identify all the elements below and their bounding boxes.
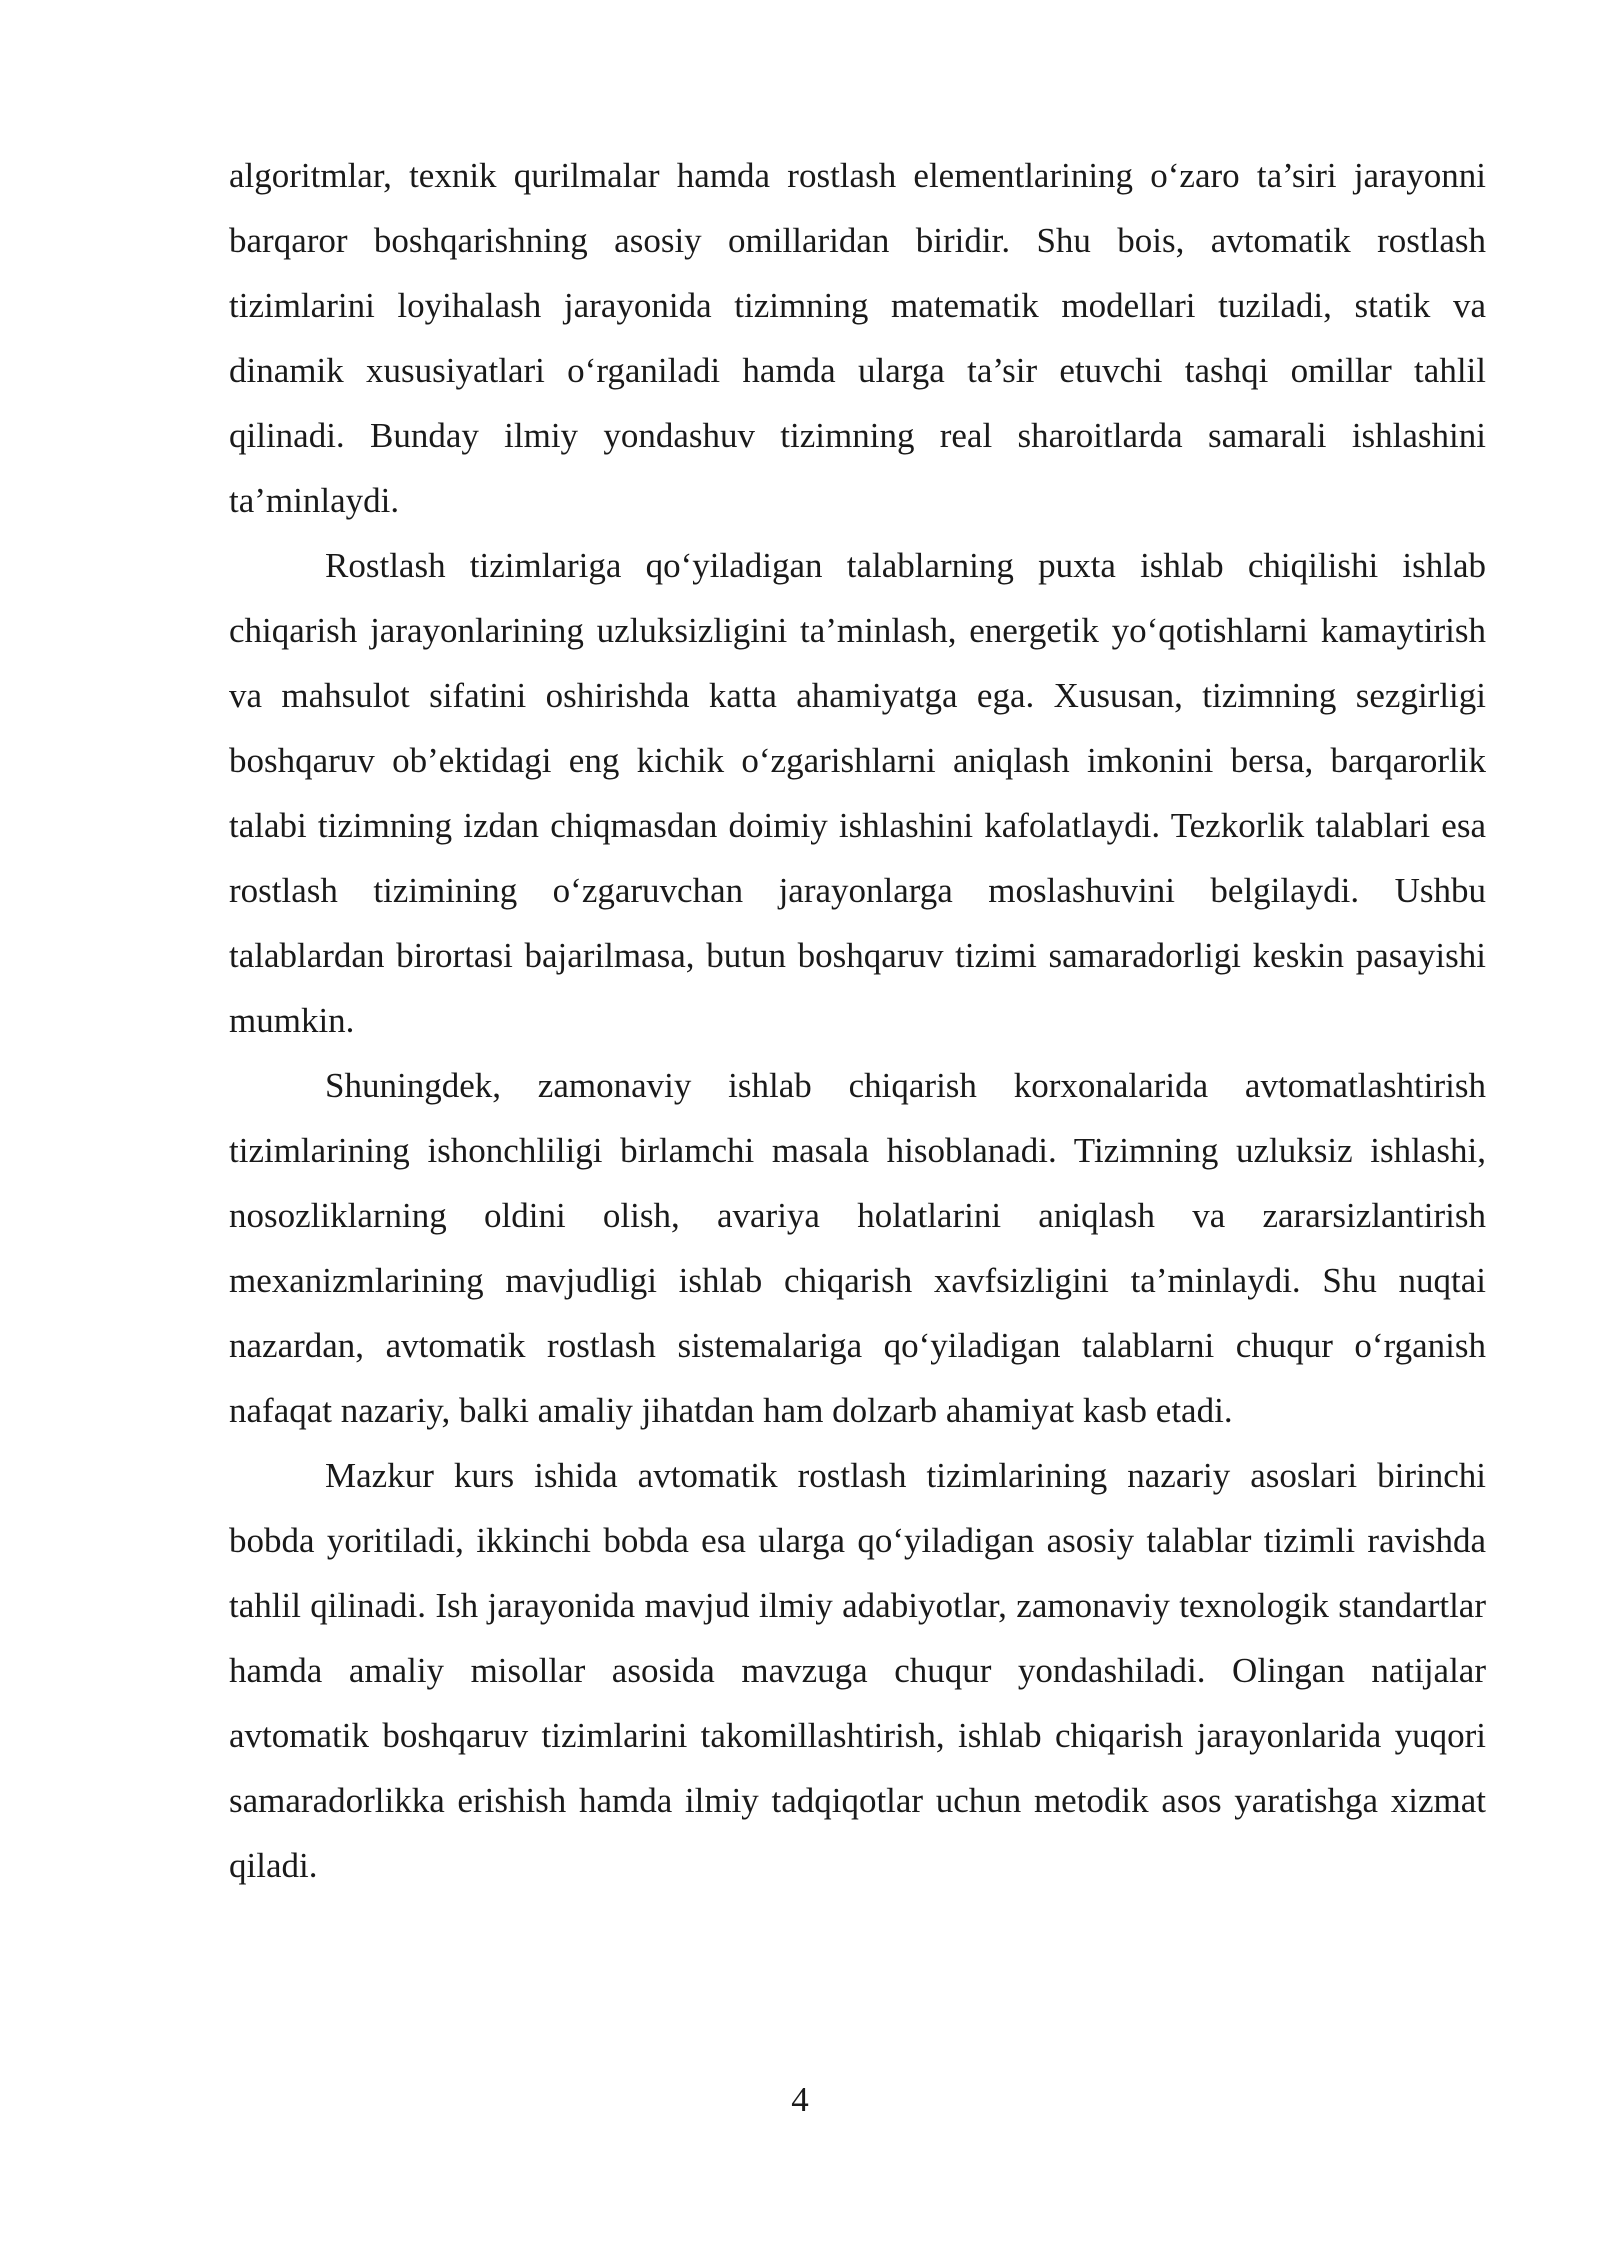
body-text (229, 143, 1486, 1898)
paragraph-1: algoritmlar, texnik qurilmalar hamda rostlash elementlarining o‘zaro ta’siri jarayonni barqaror boshqarishning asosiy omillaridan biridir. Shu bois, avtomatik rostlash tizimlarini loyihalash jarayonida tizimning matematik modellari tuziladi, statik va dinamik xususiyatlari o‘rganiladi hamda ularga ta’sir etuvchi tashqi omillar tahlil qilinadi. Bunday ilmiy yondashuv tizimning real sharoitlarda samarali ishlashini ta’minlaydi. (229, 156, 1486, 520)
paragraph-4: Mazkur kurs ishida avtomatik rostlash tizimlarining nazariy asoslari birinchi bobda yoritiladi, ikkinchi bobda esa ularga qo‘yiladigan asosiy talablar tizimli ravishda tahlil qilinadi. Ish jarayonida mavjud ilmiy adabiyotlar, zamonaviy texnologik standartlar hamda amaliy misollar asosida mavzuga chuqur yondashiladi. Olingan natijalar avtomatik boshqaruv tizimlarini takomillashtirish, ishlab chiqarish jarayonlarida yuqori samaradorlikka erishish hamda ilmiy tadqiqotlar uchun metodik asos yaratishga xizmat qiladi. (229, 1456, 1486, 1885)
paragraph-2: Rostlash tizimlariga qo‘yiladigan talablarning puxta ishlab chiqilishi ishlab chiqarish jarayonlarining uzluksizligini ta’minlash, energetik yo‘qotishlarni kamaytirish va mahsulot sifatini oshirishda katta ahamiyatga ega. Xususan, tizimning sezgirligi boshqaruv ob’ektidagi eng kichik o‘zgarishlarni aniqlash imkonini bersa, barqarorlik talabi tizimning izdan chiqmasdan doimiy ishlashini kafolatlaydi. Tezkorlik talablari esa rostlash tizimining o‘zgaruvchan jarayonlarga moslashuvini belgilaydi. Ushbu talablardan birortasi bajarilmasa, butun boshqaruv tizimi samaradorligi keskin pasayishi mumkin. (229, 546, 1486, 1040)
paragraph-3: Shuningdek, zamonaviy ishlab chiqarish korxonalarida avtomatlashtirish tizimlarining ishonchliligi birlamchi masala hisoblanadi. Tizimning uzluksiz ishlashi, nosozliklarning oldini olish, avariya holatlarini aniqlash va zararsizlantirish mexanizmlarining mavjudligi ishlab chiqarish xavfsizligini ta’minlaydi. Shu nuqtai nazardan, avtomatik rostlash sistemalariga qo‘yiladigan talablarni chuqur o‘rganish nafaqat nazariy, balki amaliy jihatdan ham dolzarb ahamiyat kasb etadi. (229, 1066, 1486, 1430)
page-number: 4 (791, 2080, 809, 2119)
